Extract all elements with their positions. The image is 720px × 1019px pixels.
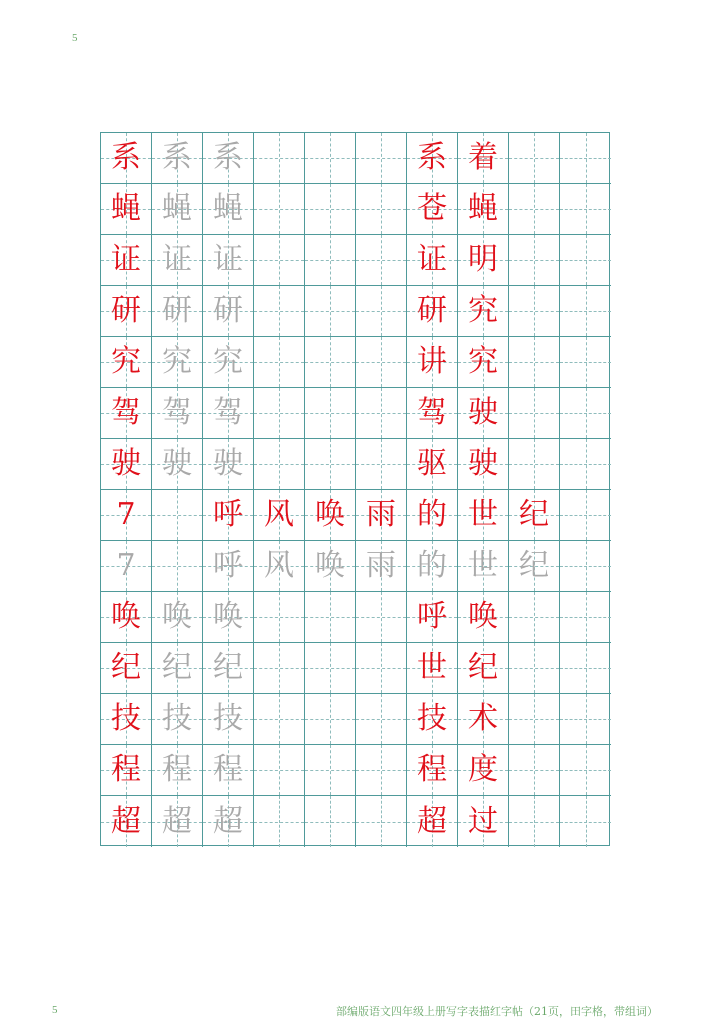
model-char: 系 xyxy=(101,133,152,184)
blank-cell xyxy=(560,133,611,184)
trace-char: 蝇 xyxy=(203,184,254,235)
trace-char: 纪 xyxy=(152,643,203,694)
word-char: 着 xyxy=(458,133,509,184)
blank-cell xyxy=(356,235,407,286)
word-char: 驾 xyxy=(407,388,458,439)
word-char: 究 xyxy=(458,286,509,337)
model-char: 驶 xyxy=(101,439,152,490)
trace-char: 证 xyxy=(203,235,254,286)
word-char: 究 xyxy=(458,337,509,388)
model-char: 技 xyxy=(101,694,152,745)
trace-char: 驶 xyxy=(152,439,203,490)
title-trace-char: 的 xyxy=(407,541,458,592)
title-char: 呼 xyxy=(203,490,254,541)
blank-cell xyxy=(509,592,560,643)
blank-cell xyxy=(560,796,611,847)
blank-cell xyxy=(305,592,356,643)
blank-cell xyxy=(254,643,305,694)
title-char: 的 xyxy=(407,490,458,541)
blank-cell xyxy=(305,286,356,337)
blank-cell xyxy=(305,796,356,847)
blank-cell xyxy=(509,286,560,337)
title-trace-char: 世 xyxy=(458,541,509,592)
trace-char: 技 xyxy=(152,694,203,745)
title-trace-char: 唤 xyxy=(305,541,356,592)
blank-cell xyxy=(356,388,407,439)
word-char: 世 xyxy=(407,643,458,694)
word-char: 驶 xyxy=(458,388,509,439)
trace-char: 研 xyxy=(152,286,203,337)
word-char: 驶 xyxy=(458,439,509,490)
model-char: 究 xyxy=(101,337,152,388)
blank-cell xyxy=(509,337,560,388)
word-char: 蝇 xyxy=(458,184,509,235)
trace-char: 究 xyxy=(152,337,203,388)
blank-cell xyxy=(560,592,611,643)
blank-cell xyxy=(356,745,407,796)
blank-cell xyxy=(560,643,611,694)
blank-cell xyxy=(509,388,560,439)
trace-char: 超 xyxy=(152,796,203,847)
model-char: 纪 xyxy=(101,643,152,694)
blank-cell xyxy=(560,541,611,592)
blank-cell xyxy=(560,184,611,235)
blank-cell xyxy=(305,388,356,439)
trace-char: 唤 xyxy=(203,592,254,643)
blank-cell xyxy=(254,745,305,796)
word-char: 术 xyxy=(458,694,509,745)
blank-cell xyxy=(305,133,356,184)
blank-cell xyxy=(254,133,305,184)
title-char: 世 xyxy=(458,490,509,541)
word-char: 技 xyxy=(407,694,458,745)
blank-cell xyxy=(305,643,356,694)
model-char: 驾 xyxy=(101,388,152,439)
blank-cell xyxy=(560,439,611,490)
model-char: 证 xyxy=(101,235,152,286)
trace-char: 程 xyxy=(152,745,203,796)
word-char: 唤 xyxy=(458,592,509,643)
trace-char: 研 xyxy=(203,286,254,337)
lesson-number-trace: 7 xyxy=(101,541,152,592)
blank-cell xyxy=(254,388,305,439)
blank-cell xyxy=(356,337,407,388)
blank-cell xyxy=(356,184,407,235)
blank-cell xyxy=(305,694,356,745)
blank-cell xyxy=(560,490,611,541)
blank-cell xyxy=(305,184,356,235)
blank-cell xyxy=(356,286,407,337)
blank-cell xyxy=(254,796,305,847)
word-char: 讲 xyxy=(407,337,458,388)
word-char: 研 xyxy=(407,286,458,337)
blank-cell xyxy=(509,235,560,286)
blank-cell xyxy=(560,286,611,337)
tianzige-practice-grid xyxy=(100,132,610,846)
blank-cell xyxy=(305,745,356,796)
word-char: 系 xyxy=(407,133,458,184)
blank-cell xyxy=(305,439,356,490)
word-char: 度 xyxy=(458,745,509,796)
blank-cell xyxy=(305,337,356,388)
word-char: 过 xyxy=(458,796,509,847)
trace-char: 究 xyxy=(203,337,254,388)
page-number-top: 5 xyxy=(72,32,78,44)
word-char: 纪 xyxy=(458,643,509,694)
footer-title: 部编版语文四年级上册写字表描红字帖（21页，田字格，带组词） xyxy=(336,1005,658,1018)
word-char: 证 xyxy=(407,235,458,286)
blank-cell xyxy=(254,694,305,745)
blank-cell xyxy=(560,337,611,388)
trace-char: 证 xyxy=(152,235,203,286)
blank-cell xyxy=(509,133,560,184)
model-char: 研 xyxy=(101,286,152,337)
trace-char: 技 xyxy=(203,694,254,745)
page-number-bottom: 5 xyxy=(52,1004,58,1016)
blank-cell xyxy=(356,796,407,847)
blank-cell xyxy=(560,235,611,286)
blank-cell xyxy=(356,439,407,490)
blank-cell xyxy=(560,745,611,796)
blank-cell xyxy=(356,133,407,184)
blank-cell xyxy=(509,643,560,694)
title-char: 纪 xyxy=(509,490,560,541)
word-char: 明 xyxy=(458,235,509,286)
word-char: 呼 xyxy=(407,592,458,643)
blank-cell xyxy=(560,388,611,439)
trace-char: 纪 xyxy=(203,643,254,694)
trace-char: 唤 xyxy=(152,592,203,643)
blank-cell xyxy=(254,184,305,235)
trace-char: 驶 xyxy=(203,439,254,490)
blank-cell xyxy=(356,643,407,694)
lesson-number: 7 xyxy=(101,490,152,541)
title-char: 风 xyxy=(254,490,305,541)
model-char: 蝇 xyxy=(101,184,152,235)
word-char: 驱 xyxy=(407,439,458,490)
title-trace-char: 呼 xyxy=(203,541,254,592)
title-trace-char: 风 xyxy=(254,541,305,592)
title-trace-char: 纪 xyxy=(509,541,560,592)
blank-cell xyxy=(356,592,407,643)
blank-cell xyxy=(254,235,305,286)
blank-cell xyxy=(356,694,407,745)
word-char: 苍 xyxy=(407,184,458,235)
trace-char: 驾 xyxy=(152,388,203,439)
trace-char: 超 xyxy=(203,796,254,847)
blank-cell xyxy=(560,694,611,745)
model-char: 唤 xyxy=(101,592,152,643)
model-char: 超 xyxy=(101,796,152,847)
trace-char: 系 xyxy=(152,133,203,184)
title-char: 雨 xyxy=(356,490,407,541)
blank-cell xyxy=(254,337,305,388)
blank-cell xyxy=(509,439,560,490)
blank-cell xyxy=(152,490,203,541)
blank-cell xyxy=(254,592,305,643)
trace-char: 程 xyxy=(203,745,254,796)
blank-cell xyxy=(509,694,560,745)
trace-char: 蝇 xyxy=(152,184,203,235)
model-char: 程 xyxy=(101,745,152,796)
word-char: 程 xyxy=(407,745,458,796)
blank-cell xyxy=(305,235,356,286)
blank-cell xyxy=(509,184,560,235)
blank-cell xyxy=(509,796,560,847)
trace-char: 驾 xyxy=(203,388,254,439)
blank-cell xyxy=(254,286,305,337)
title-char: 唤 xyxy=(305,490,356,541)
trace-char: 系 xyxy=(203,133,254,184)
blank-cell xyxy=(509,745,560,796)
word-char: 超 xyxy=(407,796,458,847)
blank-cell xyxy=(152,541,203,592)
blank-cell xyxy=(254,439,305,490)
title-trace-char: 雨 xyxy=(356,541,407,592)
